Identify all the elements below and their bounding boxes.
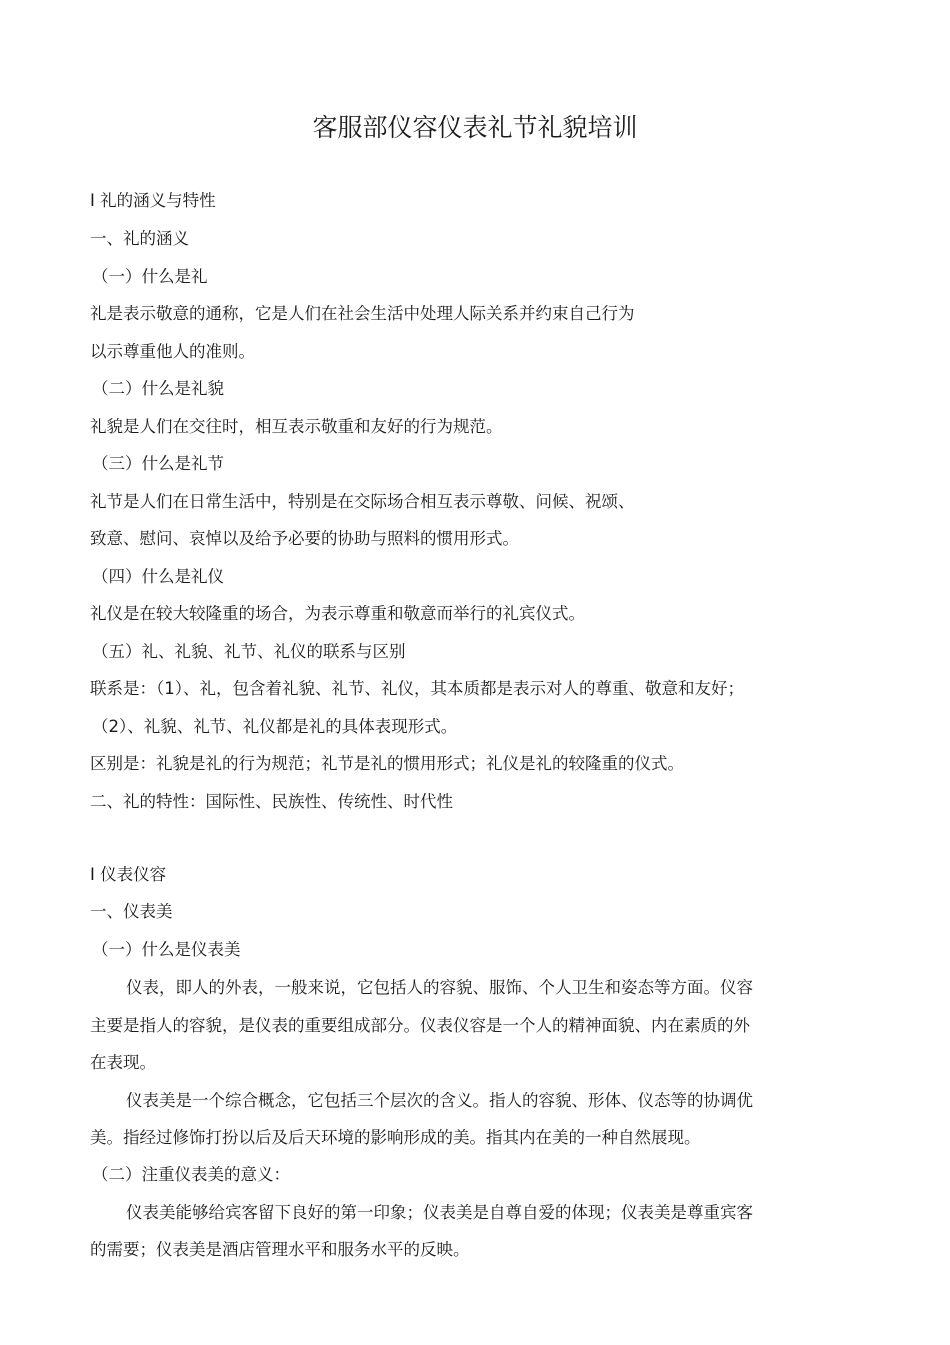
- paragraph-line: 联系是：（1）、礼，包含着礼貌、礼节、礼仪，其本质都是表示对人的尊重、敬意和友好；: [90, 679, 744, 698]
- section-heading-2: I 仪表仪容: [90, 865, 167, 884]
- document-title: 客服部仪容仪表礼节礼貌培训: [312, 113, 638, 142]
- paragraph-line: 仪表美能够给宾客留下良好的第一印象；仪表美是自尊自爱的体现；仪表美是尊重宾客: [126, 1203, 753, 1222]
- paragraph-line: 仪表美是一个综合概念，它包括三个层次的含义。指人的容貌、形体、仪态等的协调优: [126, 1091, 753, 1110]
- paragraph-line: 礼是表示敬意的通称，它是人们在社会生活中处理人际关系并约束自己行为: [90, 304, 635, 323]
- item-heading: （二）注重仪表美的意义：: [92, 1165, 290, 1184]
- paragraph-line: 仪表，即人的外表，一般来说，它包括人的容貌、服饰、个人卫生和姿态等方面。仪容: [126, 978, 753, 997]
- paragraph-line: 美。指经过修饰打扮以后及后天环境的影响形成的美。指其内在美的一种自然展现。: [90, 1128, 701, 1147]
- item-heading: （一）什么是仪表美: [92, 940, 241, 959]
- item-heading: （四）什么是礼仪: [92, 567, 224, 586]
- item-heading: （二）什么是礼貌: [92, 379, 224, 398]
- subsection-heading: 一、仪表美: [90, 902, 173, 921]
- paragraph-line: 致意、慰问、哀悼以及给予必要的协助与照料的惯用形式。: [90, 529, 519, 548]
- subsection-heading: 二、礼的特性：国际性、民族性、传统性、时代性: [90, 792, 453, 811]
- paragraph-line: 区别是：礼貌是礼的行为规范；礼节是礼的惯用形式；礼仪是礼的较隆重的仪式。: [90, 754, 684, 773]
- paragraph-line: （2）、礼貌、礼节、礼仪都是礼的具体表现形式。: [92, 717, 458, 736]
- paragraph-line: 礼貌是人们在交往时，相互表示敬重和友好的行为规范。: [90, 417, 503, 436]
- paragraph-line: 的需要；仪表美是酒店管理水平和服务水平的反映。: [90, 1240, 470, 1259]
- subsection-heading: 一、礼的涵义: [90, 229, 189, 248]
- paragraph-line: 礼仪是在较大较隆重的场合，为表示尊重和敬意而举行的礼宾仪式。: [90, 604, 585, 623]
- item-heading: （一）什么是礼: [92, 267, 208, 286]
- item-heading: （三）什么是礼节: [92, 454, 224, 473]
- paragraph-line: 礼节是人们在日常生活中，特别是在交际场合相互表示尊敬、问候、祝颂、: [90, 492, 635, 511]
- paragraph-line: 以示尊重他人的准则。: [90, 342, 255, 361]
- section-heading-1: I 礼的涵义与特性: [90, 191, 216, 210]
- paragraph-line: 主要是指人的容貌，是仪表的重要组成部分。仪表仪容是一个人的精神面貌、内在素质的外: [90, 1016, 750, 1035]
- item-heading: （五）礼、礼貌、礼节、礼仪的联系与区别: [92, 642, 406, 661]
- paragraph-line: 在表现。: [90, 1053, 156, 1072]
